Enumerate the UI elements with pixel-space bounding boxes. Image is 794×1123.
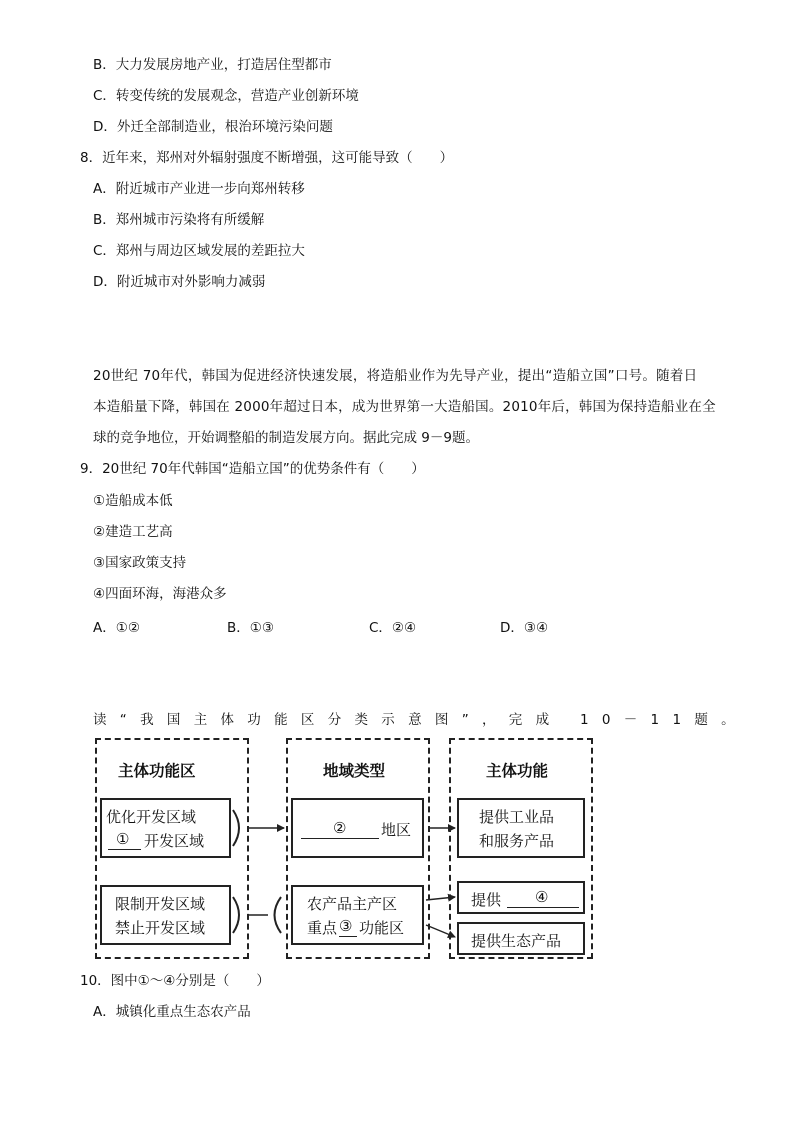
passage-line-3: 球的竞争地位，开始调整船的制造发展方向。据此完成 9－9题。 <box>93 430 479 446</box>
q9-item-1: ①造船成本低 <box>93 493 173 509</box>
header-region-types: 地域类型 <box>323 761 386 780</box>
q10-option-a: A．城镇化重点生态农产品 <box>93 1004 251 1020</box>
blank-2-tail: 地区 <box>381 821 412 839</box>
blank-2-marker: ② <box>333 819 347 837</box>
q7-option-b: B．大力发展房地产业，打造居住型都市 <box>93 57 332 73</box>
blank-1-tail: 开发区域 <box>144 832 205 850</box>
diagram-intro: 读“我国主体功能区分类示意图”，完成 10－11题。 <box>93 712 748 728</box>
q8-stem: 8．近年来，郑州对外辐射强度不断增强，这可能导致（ ） <box>80 150 454 166</box>
header-main-functions: 主体功能 <box>486 761 549 780</box>
header-main-function-zones: 主体功能区 <box>118 761 196 780</box>
q8-option-d: D．附近城市对外影响力减弱 <box>93 274 266 290</box>
q9-stem: 9．20世纪 70年代韩国“造船立国”的优势条件有（ ） <box>80 461 425 477</box>
brace-left-bottom <box>275 897 282 933</box>
q8-option-b: B．郑州城市污染将有所缓解 <box>93 212 265 228</box>
q9-item-4: ④四面环海，海港众多 <box>93 586 227 602</box>
q10-stem: 10．图中①～④分别是（ ） <box>80 973 270 989</box>
industrial-products-label: 提供工业品 <box>479 808 555 826</box>
arrow-region-to-function-bottom <box>426 925 455 937</box>
blank-1-marker: ① <box>116 830 130 848</box>
brace-right-bottom <box>233 897 239 933</box>
blank-3-tail: 功能区 <box>359 919 405 937</box>
q7-option-c: C．转变传统的发展观念，营造产业创新环境 <box>93 88 359 104</box>
arrow-region-to-function-mid <box>426 897 455 900</box>
agri-main-area-label: 农产品主产区 <box>307 895 398 913</box>
q9-option-a: A．①② <box>93 620 140 636</box>
q8-option-a: A．附近城市产业进一步向郑州转移 <box>93 181 305 197</box>
q9-option-b: B．①③ <box>227 620 274 636</box>
restricted-development-label: 限制开发区域 <box>115 895 206 913</box>
blank-4-head: 提供 <box>471 891 502 909</box>
q9-option-d: D．③④ <box>500 620 549 636</box>
passage-line-1: 20世纪 70年代，韩国为促进经济快速发展，将造船业作为先导产业，提出“造船立国”口号。随着日 <box>93 368 698 384</box>
passage-line-2: 本造船量下降，韩国在 2000年超过日本，成为世界第一大造船国。2010年后，韩国为保持造船业在全 <box>93 399 716 415</box>
q9-item-2: ②建造工艺高 <box>93 524 173 540</box>
q9-item-3: ③国家政策支持 <box>93 555 187 571</box>
blank-3-head: 重点 <box>307 919 338 937</box>
q9-option-c: C．②④ <box>369 620 417 636</box>
prohibited-development-label: 禁止开发区域 <box>115 919 206 937</box>
blank-3-marker: ③ <box>339 917 353 935</box>
ecological-products-label: 提供生态产品 <box>471 932 562 950</box>
q8-option-c: C．郑州与周边区域发展的差距拉大 <box>93 243 305 259</box>
q7-option-d: D．外迁全部制造业，根治环境污染问题 <box>93 119 333 135</box>
service-products-label: 和服务产品 <box>479 832 555 850</box>
optimized-development-label: 优化开发区域 <box>106 808 197 826</box>
blank-4-marker: ④ <box>535 888 549 906</box>
brace-right-top <box>233 810 239 846</box>
